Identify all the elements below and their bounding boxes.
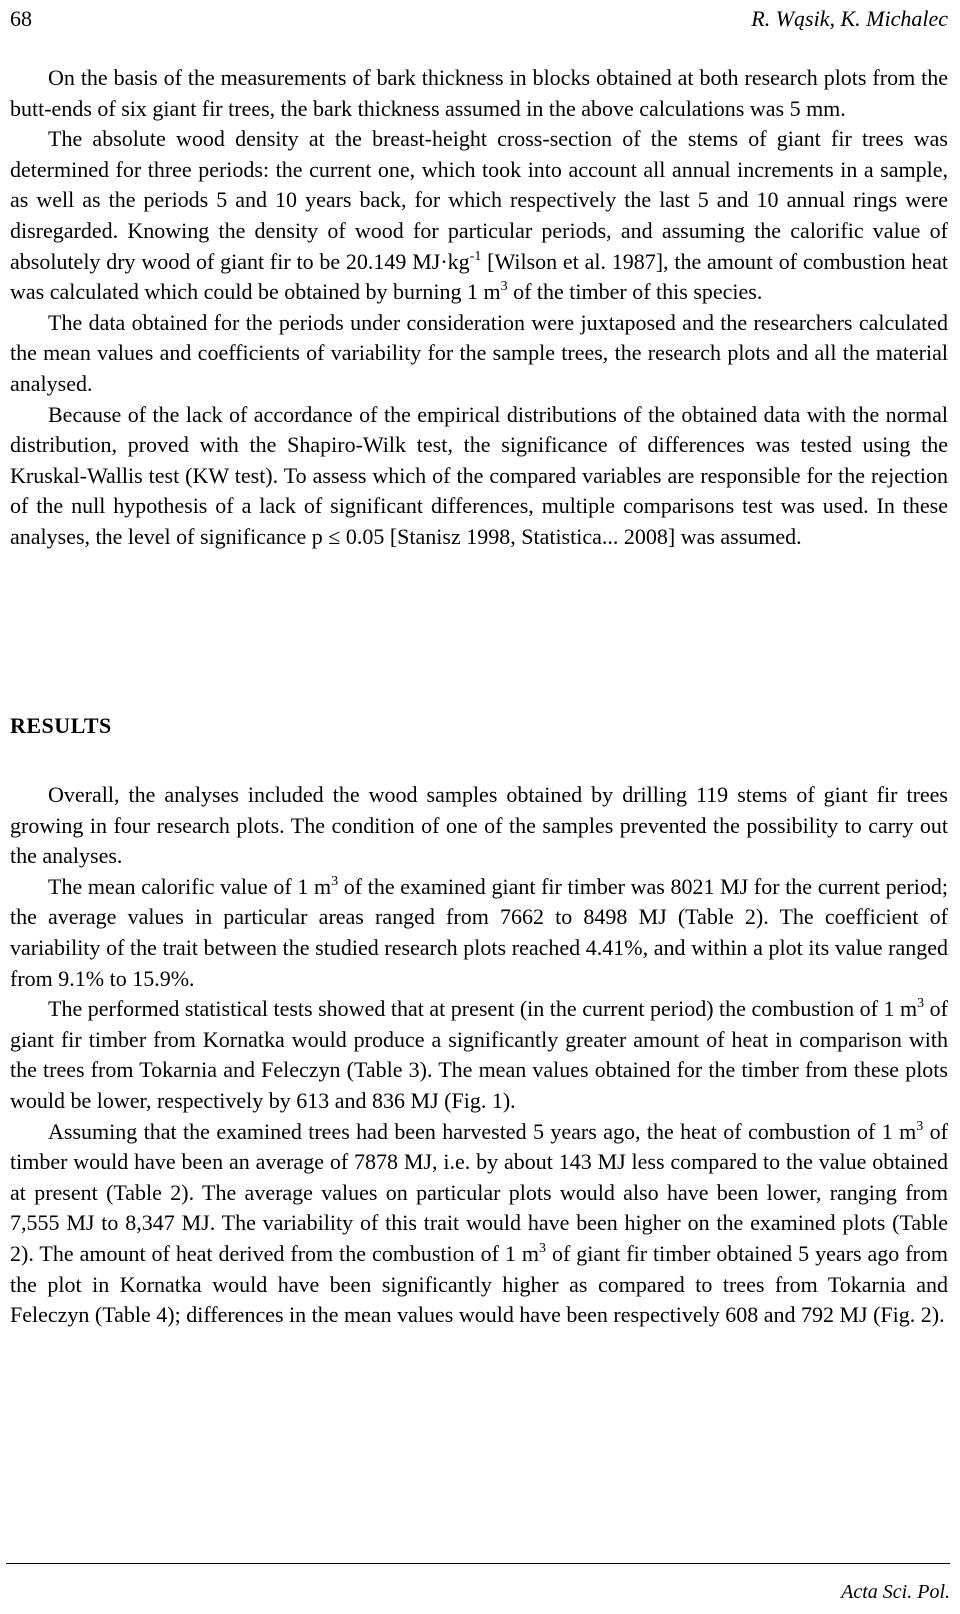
- paragraph-data-juxtaposed: The data obtained for the periods under consideration were juxtaposed and the researchers calculated the mean values and coefficients of variability for the sample trees, the research plots and all the material analysed.: [10, 309, 948, 396]
- text-run: The mean calorific value of 1 m: [48, 873, 332, 899]
- text-run: of the timber of this species.: [507, 279, 763, 305]
- paragraph-overall-samples: Overall, the analyses included the wood samples obtained by drilling 119 stems of giant fir trees growing in four research plots. The condition of one of the samples prevented the possibility to carry out the analyses.: [10, 782, 948, 869]
- text-run: of giant fir timber from Kornatka would produce a significantly greater amount of heat in comparison with the trees from Tokarnia and Feleczyn (Table 3). The mean values obtained for the timber from these plots would be lower, respectively by 613 and 836 MJ (Fig. 1).: [10, 996, 948, 1113]
- footer-divider: [6, 1563, 950, 1564]
- superscript: 3: [500, 279, 508, 295]
- methods-section: [10, 63, 948, 553]
- text-run: of the examined giant fir timber was 8021 MJ for the current period; the average values in particular areas ranged from 7662 to 8498 MJ (Table 2). The coefficient of variability of the trait between the studied research plots reached 4.41%, and within a plot its value ranged from 9.1% to 15.9%.: [10, 873, 948, 991]
- superscript: 3: [916, 1118, 924, 1134]
- paragraph-five-years-ago: [10, 1117, 948, 1331]
- superscript: 3: [539, 1240, 547, 1256]
- text-run: The performed statistical tests showed that at present (in the current period) the combustion of 1 m: [48, 996, 918, 1022]
- paragraph-statistical-tests: Because of the lack of accordance of the empirical distributions of the obtained data with the normal distribution, proved with the Shapiro-Wilk test, the significance of differences was tested using the Kruskal-Wallis test (KW test). To assess which of the compared variables are responsible for the rejection of the null hypothesis of a lack of significant differences, multiple comparisons test was used. In these analyses, the level of significance p ≤ 0.05 [Stanisz 1998, Statistica... 2008] was assumed.: [10, 401, 948, 549]
- results-heading: RESULTS: [10, 713, 112, 738]
- text-run: of giant fir timber obtained 5 years ago from the plot in Kornatka would have been significantly higher as compared to trees from Tokarnia and Feleczyn (Table 4); differences in the mean values would have been respectively 608 and 792 MJ (Fig. 2).: [10, 1240, 948, 1328]
- text-run: Assuming that the examined trees had been harvested 5 years ago, the heat of combustion of 1 m: [48, 1118, 917, 1144]
- paragraph-bark-thickness: On the basis of the measurements of bark thickness in blocks obtained at both research plots from the butt-ends of six giant fir trees, the bark thickness assumed in the above calculations was 5 mm.: [10, 65, 948, 121]
- text-run: of timber would have been an average of 7878 MJ, i.e. by about 143 MJ less compared to the value obtained at present (Table 2). The average values on particular plots would also have been lower, ranging from 7,555 MJ to 8,347 MJ. The variability of this trait would have been higher on the examined plots (Table 2). The amount of heat derived from the combustion of 1 m: [10, 1118, 948, 1266]
- superscript: -1: [469, 248, 482, 264]
- paragraph-mean-calorific-value: [10, 872, 948, 994]
- superscript: 3: [331, 873, 339, 889]
- paragraph-wood-density: [10, 124, 948, 308]
- results-section: [10, 780, 948, 1331]
- text-run: The absolute wood density at the breast-height cross-section of the stems of giant fir trees was determined for three periods: the current one, which took into account all annual increments in a sample, as well as the periods 5 and 10 years back, for which respectively the last 5 and 10 annual rings were disregarded. Knowing the density of wood for particular periods, and assuming the calorific value of absolutely dry wood of giant fir to be 20.149 MJ·kg: [10, 126, 948, 274]
- journal-name: Acta Sci. Pol.: [841, 1581, 950, 1603]
- page-header: [10, 6, 948, 34]
- running-head-authors: R. Wąsik, K. Michalec: [751, 6, 948, 31]
- page-number: 68: [10, 6, 32, 31]
- text-run: [Wilson et al. 1987], the amount of combustion heat was calculated which could be obtained by burning 1 m: [10, 248, 948, 305]
- superscript: 3: [917, 996, 925, 1012]
- paragraph-statistical-results: [10, 994, 948, 1116]
